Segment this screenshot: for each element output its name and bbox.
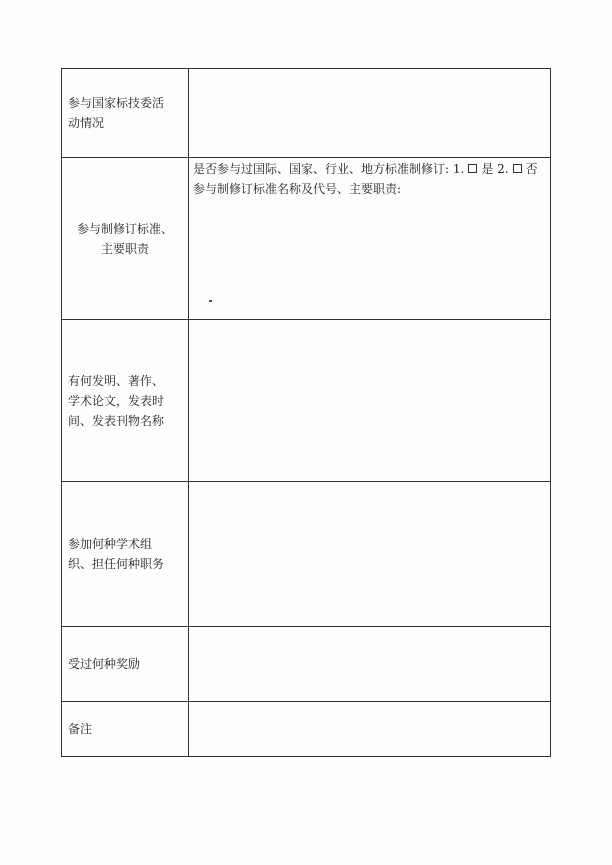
option-no-number: 2. [497,162,509,176]
option-no-label: 否 [525,162,538,176]
label-line: 织、担任何种职务 [68,557,165,571]
label-line: 学术论文，发表时 [68,393,165,408]
label-standard-revision-duties [62,158,189,320]
label-line: 参与国家标技委活 [68,96,165,110]
checkbox-yes[interactable] [468,164,477,173]
field-academic-organizations[interactable] [189,482,551,627]
option-yes-label: 是 [481,162,494,176]
label-publications [62,320,189,482]
field-standards-committee-activities[interactable] [189,69,551,158]
revision-follow-up: 参与制修订标准名称及代号、主要职责: [193,182,402,196]
field-awards[interactable] [189,627,551,702]
row-publications [62,320,551,482]
label-awards [62,627,189,702]
field-publications[interactable] [189,320,551,482]
label-standards-committee-activities [62,69,189,158]
row-academic-organizations [62,482,551,627]
label-line: 参与制修订标准、 [76,221,173,236]
revision-question: 是否参与过国际、国家、行业、地方标准制修订: 1. [193,162,465,176]
label-remarks [62,702,189,757]
label-line: 备注 [68,722,93,736]
row-remarks [62,702,551,757]
label-line: 参加何种学术组 [68,537,153,551]
row-standards-committee [62,69,551,158]
field-remarks[interactable] [189,702,551,757]
checkbox-no[interactable] [513,164,522,173]
scan-speck [209,300,212,302]
label-line: 动情况 [68,116,105,130]
personnel-info-table [61,68,551,757]
field-standard-revision-duties[interactable] [189,158,551,320]
label-line: 受过何种奖励 [68,657,141,671]
row-standard-revision [62,158,551,320]
label-line: 有何发明、著作、 [68,373,165,388]
label-academic-organizations [62,482,189,627]
label-line: 间、发表刊物名称 [68,413,165,428]
row-awards [62,627,551,702]
label-line: 主要职责 [100,241,149,256]
